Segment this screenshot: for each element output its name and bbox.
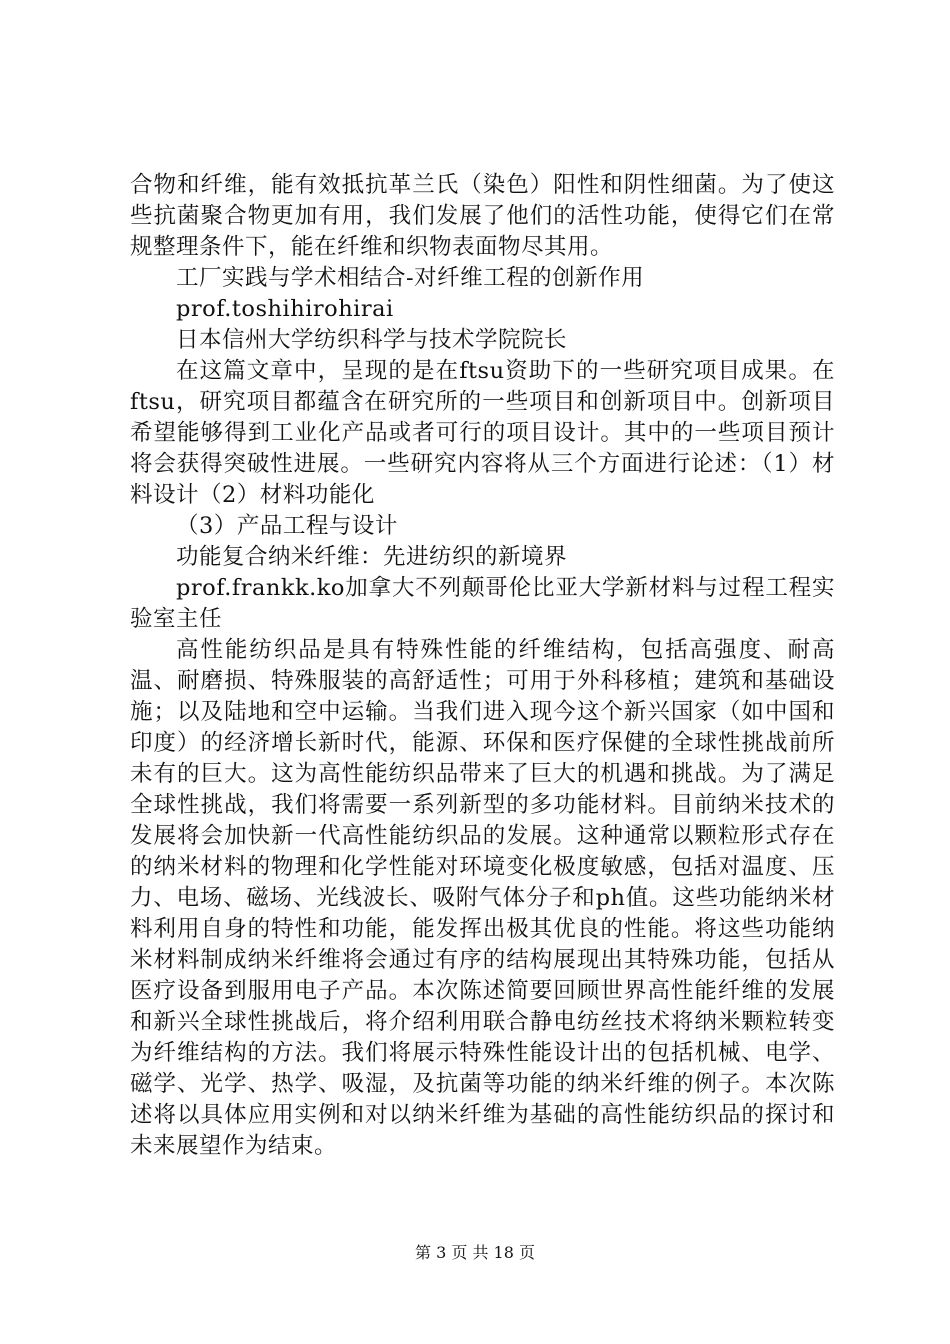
paragraph-ftsu-research: 在这篇文章中，呈现的是在ftsu资助下的一些研究项目成果。在ftsu，研究项目都蕴含在研究所的一些项目和创新项目中。创新项目希望能够得到工业化产品或者可行的项目设计。其中的一些项目预计将会获得突破性进展。一些研究内容将从三个方面进行论述：（1）材料设计（2）材料功能化 xyxy=(130,358,835,508)
author-ko-affiliation: prof.frankk.ko加拿大不列颠哥伦比亚大学新材料与过程工程实验室主任 xyxy=(130,575,835,632)
paragraph-product-engineering: （3）产品工程与设计 xyxy=(176,513,398,539)
document-body xyxy=(130,170,835,1162)
heading-factory-academic: 工厂实践与学术相结合-对纤维工程的创新作用 xyxy=(176,265,645,291)
heading-nanofiber: 功能复合纳米纤维：先进纺织的新境界 xyxy=(176,544,568,570)
author-affiliation-hirai: 日本信州大学纺织科学与技术学院院长 xyxy=(176,327,568,353)
paragraph-antibacterial-continuation: 合物和纤维，能有效抵抗革兰氏（染色）阳性和阴性细菌。为了使这些抗菌聚合物更加有用，我们发展了他们的活性功能，使得它们在常规整理条件下，能在纤维和织物表面物尽其用。 xyxy=(130,172,835,260)
author-name-hirai: prof.toshihirohirai xyxy=(176,296,394,322)
paragraph-high-performance-textiles: 高性能纺织品是具有特殊性能的纤维结构，包括高强度、耐高温、耐磨损、特殊服装的高舒适性；可用于外科移植；建筑和基础设施；以及陆地和空中运输。当我们进入现今这个新兴国家（如中国和印度）的经济增长新时代，能源、环保和医疗保健的全球性挑战前所未有的巨大。这为高性能纺织品带来了巨大的机遇和挑战。为了满足全球性挑战，我们将需要一系列新型的多功能材料。目前纳米技术的发展将会加快新一代高性能纺织品的发展。这种通常以颗粒形式存在的纳米材料的物理和化学性能对环境变化极度敏感，包括对温度、压力、电场、磁场、光线波长、吸附气体分子和ph值。这些功能纳米材料利用自身的特性和功能，能发挥出极其优良的性能。将这些功能纳米材料制成纳米纤维将会通过有序的结构展现出其特殊功能，包括从医疗设备到服用电子产品。本次陈述简要回顾世界高性能纤维的发展和新兴全球性挑战后，将介绍利用联合静电纺丝技术将纳米颗粒转变为纤维结构的方法。我们将展示特殊性能设计出的包括机械、电学、磁学、光学、热学、吸湿，及抗菌等功能的纳米纤维的例子。本次陈述将以具体应用实例和对以纳米纤维为基础的高性能纺织品的探讨和未来展望作为结束。 xyxy=(130,637,835,1159)
page-footer: 第 3 页 共 18 页 xyxy=(415,1243,535,1262)
